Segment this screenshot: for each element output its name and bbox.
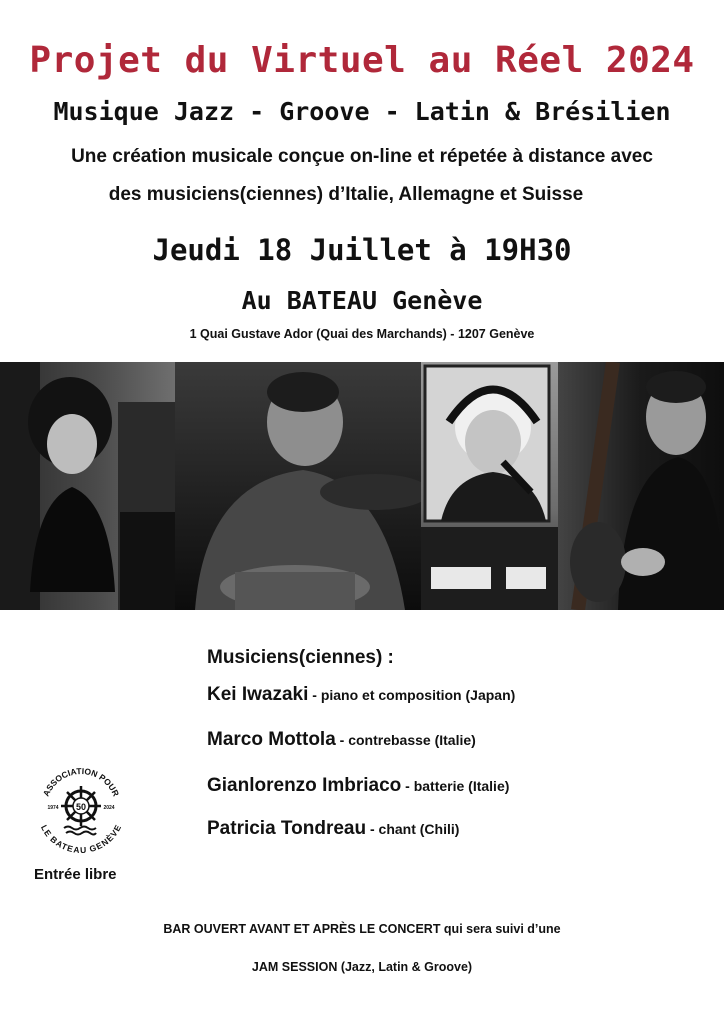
musician-gianlorenzo-imbriaco <box>207 775 509 797</box>
jam-session-notice: JAM SESSION (Jazz, Latin & Groove) <box>251 960 473 974</box>
drummer-photo <box>175 362 421 610</box>
bar-notice-bold: BAR OUVERT AVANT ET APRÈS LE CONCERT <box>163 922 441 936</box>
description-line-2: des musiciens(ciennes) d’Italie, Allemagne et Suisse <box>108 184 584 205</box>
musician-name: Kei Iwazaki <box>207 684 309 705</box>
logo-year-right: 2024 <box>103 805 115 811</box>
musician-name: Marco Mottola <box>207 729 336 750</box>
musician-photo-strip <box>0 362 724 610</box>
genre-subtitle: Musique Jazz - Groove - Latin & Brésilien <box>53 97 671 126</box>
logo-top-text: ASSOCIATION POUR <box>40 765 122 798</box>
musician-role: - chant (Chili) <box>366 821 460 837</box>
musician-patricia-tondreau <box>207 818 459 840</box>
event-venue: Au BATEAU Genève <box>241 286 483 315</box>
bassist-photo <box>558 362 724 610</box>
association-bateau-geneve-logo <box>34 762 128 856</box>
musician-role: - piano et composition (Japan) <box>308 687 516 703</box>
event-address: 1 Quai Gustave Ador (Quai des Marchands) - 1207 Genève <box>189 327 535 341</box>
musician-name: Gianlorenzo Imbriaco <box>207 775 402 796</box>
musician-name: Patricia Tondreau <box>207 818 367 839</box>
logo-year-left: 1974 <box>47 805 59 811</box>
musician-role: - contrebasse (Italie) <box>335 732 476 748</box>
logo-number: 50 <box>75 802 87 812</box>
poster-title: Projet du Virtuel au Réel 2024 <box>29 40 695 81</box>
bar-notice <box>0 922 724 936</box>
waves-icon <box>64 827 96 835</box>
bar-notice-rest: qui sera suivi d’une <box>440 922 561 936</box>
logo-bottom-text: LE BATEAU GENÈVE <box>38 823 124 856</box>
description-line-1: Une création musicale conçue on-line et répetée à distance avec <box>71 146 653 167</box>
pianist-photo <box>0 362 175 610</box>
free-entry-label: Entrée libre <box>34 866 117 883</box>
musicians-heading: Musiciens(ciennes) : <box>207 647 394 668</box>
musician-kei-iwazaki <box>207 684 515 706</box>
event-date: Jeudi 18 Juillet à 19H30 <box>152 233 572 267</box>
singer-video-photo <box>421 362 558 610</box>
musician-marco-mottola <box>207 729 476 751</box>
musician-role: - batterie (Italie) <box>401 778 510 794</box>
